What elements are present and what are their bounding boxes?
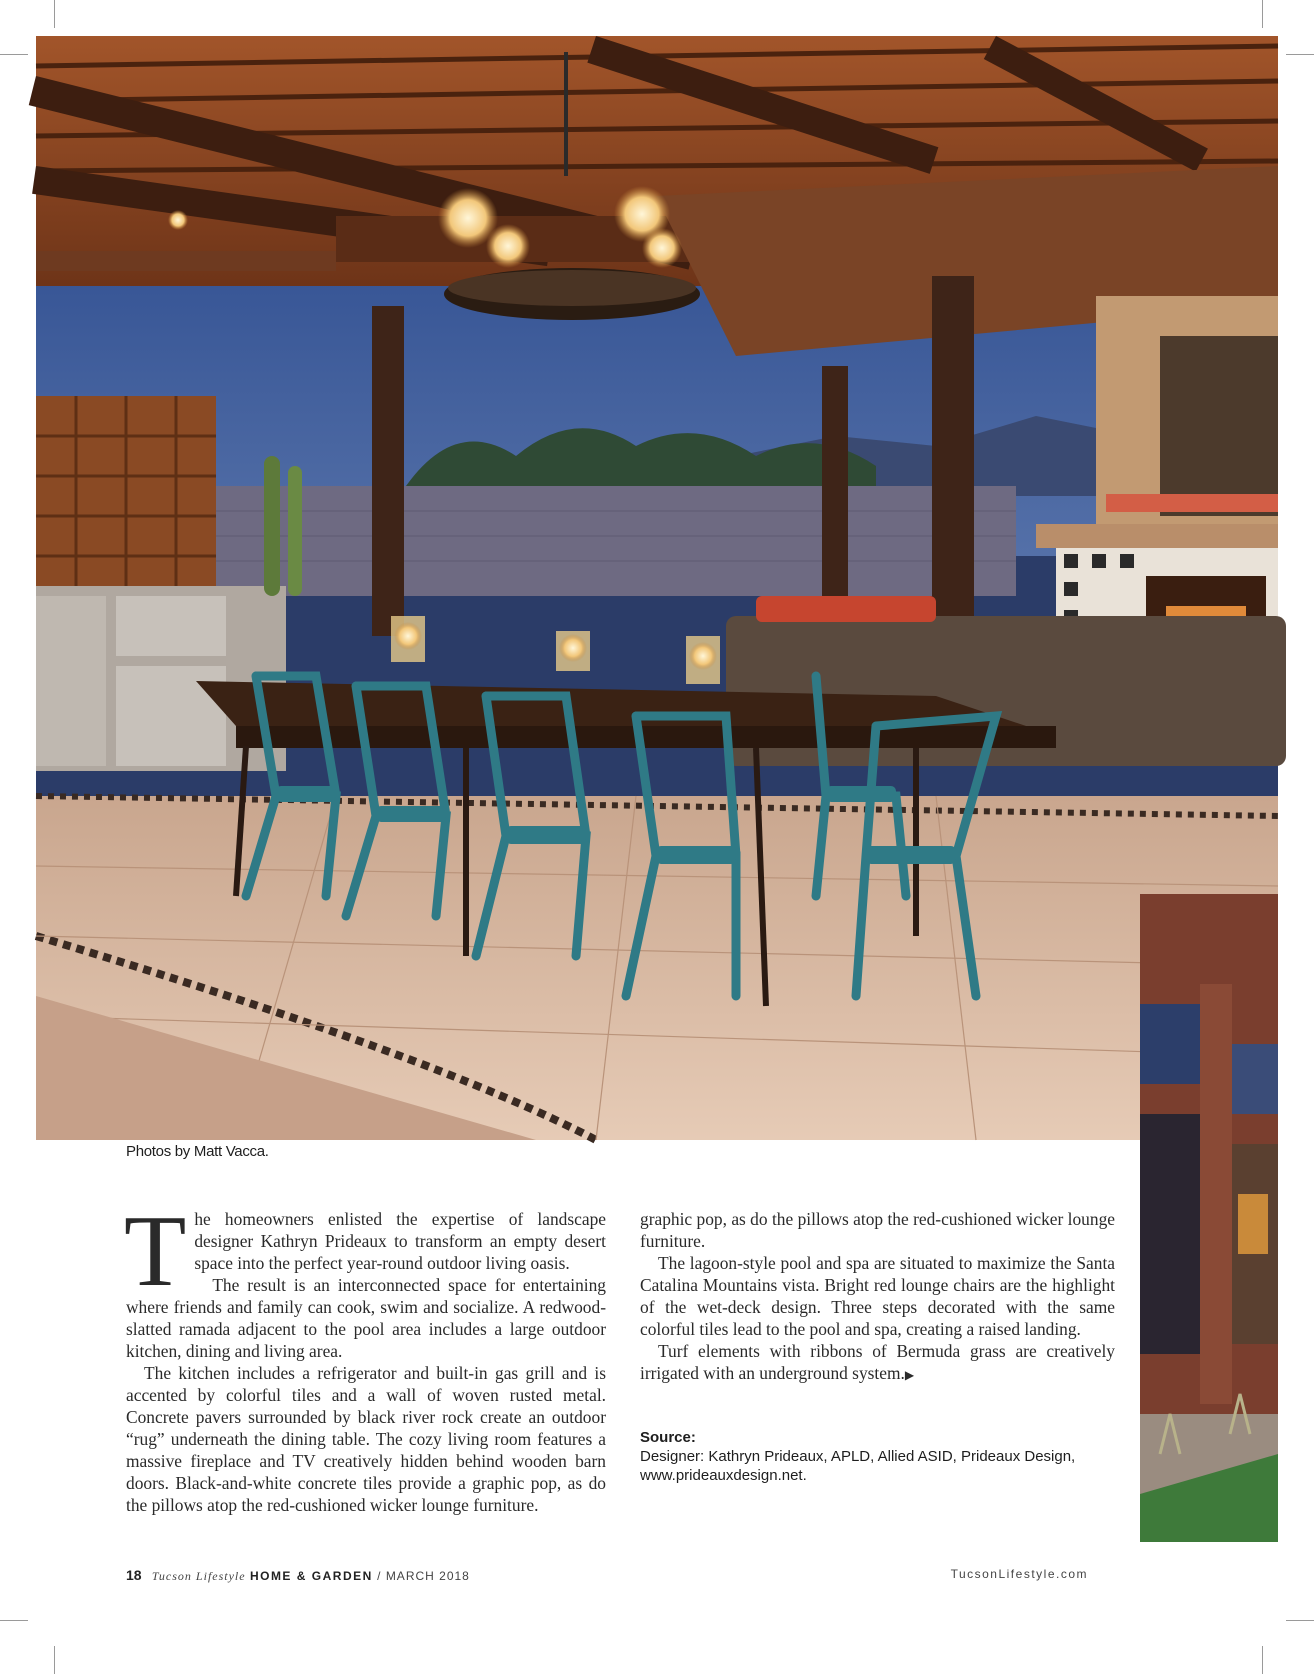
- section-name: HOME & GARDEN: [249, 1569, 373, 1583]
- source-box: [640, 1428, 1120, 1485]
- source-url: www.prideauxdesign.net.: [640, 1467, 807, 1484]
- magazine-name: Tucson Lifestyle: [151, 1569, 246, 1583]
- exterior-wall-photo: [1140, 894, 1278, 1542]
- page-number: 18: [126, 1567, 142, 1583]
- article-paragraph: The kitchen includes a refrigerator and built-in gas grill and is accented by colorful tiles and a wall of woven rusted metal. Concrete pavers surrounded by black river rock create an outdoor “rug” underneath the dining table. The cozy living room features a massive fireplace and TV creatively hidden behind wooden barn doors. Black-and-white concrete tiles provide a graphic pop, as do the pillows atop the red-cushioned wicker lounge furniture.: [126, 1363, 606, 1515]
- crop-mark: [0, 1620, 28, 1621]
- end-mark-icon: ▶: [904, 1368, 915, 1382]
- crop-mark: [1286, 54, 1314, 55]
- paragraph-text: Turf elements with ribbons of Bermuda grass are creatively irrigated with an underground system.: [640, 1341, 1115, 1383]
- source-heading: Source:: [640, 1429, 696, 1446]
- footer-website: TucsonLifestyle.com: [950, 1567, 1088, 1581]
- crop-mark: [54, 1646, 55, 1674]
- article-paragraph: The lagoon-style pool and spa are situated to maximize the Santa Catalina Mountains vista. Bright red lounge chairs are the highlight of the wet-deck design. Three steps decorated with the same colorful tiles lead to the pool and spa, creating a raised landing.: [640, 1253, 1115, 1339]
- article-paragraph-continued: graphic pop, as do the pillows atop the red-cushioned wicker lounge furniture.: [640, 1209, 1115, 1251]
- patio-dining-photo: [36, 36, 1278, 1140]
- article-paragraph: The result is an interconnected space for entertaining where friends and family can cook, swim and socialize. A redwood-slatted ramada adjacent to the pool area includes a large outdoor kitchen, dining and living area.: [126, 1275, 606, 1361]
- crop-mark: [1286, 1620, 1314, 1621]
- article-column-right: [640, 1208, 1115, 1386]
- article-column-left: [124, 1195, 606, 1515]
- crop-mark: [1262, 1646, 1263, 1674]
- drop-cap: T: [124, 1195, 187, 1308]
- footer-separator: /: [377, 1569, 382, 1583]
- footer-folio: [126, 1567, 470, 1584]
- crop-mark: [0, 54, 28, 55]
- issue-date: MARCH 2018: [385, 1569, 470, 1583]
- crop-mark: [1262, 0, 1263, 28]
- source-line: Designer: Kathryn Prideaux, APLD, Allied ASID, Prideaux Design,: [640, 1448, 1076, 1465]
- article-paragraph: [640, 1340, 1115, 1386]
- photo-caption: Photos by Matt Vacca.: [126, 1143, 269, 1160]
- exterior-wall-illustration: [1140, 894, 1278, 1542]
- patio-scene-illustration: [36, 36, 1278, 1140]
- article-paragraph: [124, 1195, 606, 1308]
- crop-mark: [54, 0, 55, 28]
- paragraph-text: he homeowners enlisted the expertise of landscape designer Kathryn Prideaux to transform an empty desert space into the perfect year-round outdoor living oasis.: [194, 1209, 606, 1273]
